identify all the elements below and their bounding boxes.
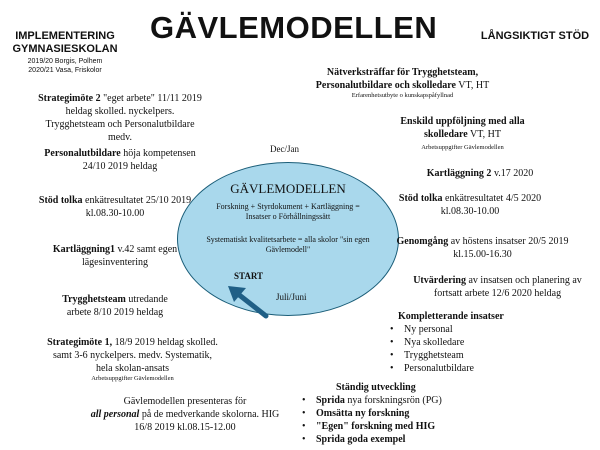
page-title: GÄVLEMODELLEN: [150, 10, 438, 45]
circle-title: GÄVLEMODELLEN: [230, 181, 346, 196]
strategy-meeting-1: [45, 336, 220, 383]
list-item: • Personalutbildare: [390, 362, 565, 375]
implementation-schools: [0, 57, 130, 75]
juli-juni-label: Juli/Juni: [276, 292, 307, 302]
list-item: • Nya skolledare: [390, 336, 565, 349]
strategy-meeting-1-note: Arbetsuppgifter Gävlemodellen: [91, 375, 174, 382]
network-meetings-note: Erfarenhetsutbyte o kunskapspåfyllnad: [351, 92, 454, 99]
strategy-meeting-1-title: Strategimöte 1,: [47, 337, 113, 348]
network-meetings-title: Nätverksträffar för Trygghetsteam, Personalutbildare och skolledare: [315, 67, 479, 91]
list-item: • Ny personal: [390, 323, 565, 336]
mapping-1-title: Kartläggning1: [52, 244, 116, 255]
mapping-1: [45, 243, 185, 269]
safety-team-text: utredande arbete 8/10 2019 heldag: [66, 294, 168, 318]
model-presentation-text: på de medverkande skolorna. HIG 16/8 2019 kl.08.15-12.00: [134, 409, 280, 433]
survey-support-1-title: Stöd tolka: [38, 195, 83, 206]
continuous-development-heading: Ständig utveckling: [336, 382, 416, 393]
circle-systematic: Systematiskt kvalitetsarbete = alla skolor "sin egen Gävlemodell": [206, 235, 370, 254]
strategy-meeting-2-title: Strategimöte 2: [38, 93, 101, 104]
staff-trainers: [40, 147, 200, 173]
survey-support-1: [35, 194, 195, 220]
strategy-meeting-1-text: 18/9 2019 heldag skolled. samt 3-6 nyckelpers. medv. Systematik, hela skolan-ansats: [52, 337, 218, 374]
staff-trainers-title: Personalutbildare: [44, 148, 121, 159]
continuous-development: [302, 381, 497, 446]
model-presentation-pre: Gävlemodellen presenteras för: [123, 396, 247, 407]
individual-follow-up-note: Arbetsuppgifter Gävlemodellen: [421, 144, 504, 151]
review: [395, 235, 570, 261]
list-item: • Sprida goda exempel: [302, 433, 497, 446]
survey-support-1-text: enkätresultatet 25/10 2019 kl.08.30-10.00: [82, 195, 192, 219]
review-text: av höstens insatser 20/5 2019 kl.15.00-16.30: [448, 236, 569, 260]
network-meetings: [300, 66, 505, 100]
model-presentation: [85, 395, 285, 434]
start-arrow-icon: [222, 280, 272, 320]
staff-trainers-text: höja kompetensen 24/10 2019 heldag: [82, 148, 196, 172]
continuous-development-list: [302, 394, 497, 446]
review-title: Genomgång: [396, 236, 449, 247]
complementary-efforts-list: [390, 323, 565, 375]
individual-follow-up-text: VT, HT: [467, 129, 501, 140]
complementary-efforts-heading: Kompletterande insatser: [398, 311, 504, 322]
safety-team-title: Trygghetsteam: [62, 294, 126, 305]
survey-support-2-text: enkätresultatet 4/5 2020 kl.08.30-10.00: [440, 193, 542, 217]
individual-follow-up-title: Enskild uppföljning med alla skolledare: [400, 116, 525, 140]
mapping-1-text: v.42 samt egen lägesinventering: [81, 244, 178, 268]
mapping-2-title: Kartläggning 2: [426, 168, 492, 179]
mapping-2: [410, 167, 550, 180]
implementation-schools-1: 2019/20 Borgis, Polhem: [27, 58, 103, 65]
implementation-line2: GYMNASIESKOLAN: [12, 43, 118, 55]
survey-support-2: [395, 192, 545, 218]
strategy-meeting-2-text: "eget arbete" 11/11 2019 heldag skolled. nyckelpers. Trygghetsteam och Personalutbildare medv.: [45, 93, 202, 143]
start-label: START: [234, 271, 264, 281]
circle-formula: Forskning + Styrdokument + Kartläggning = Insatser o Förhållningssätt: [216, 202, 360, 221]
list-item: • Trygghetsteam: [390, 349, 565, 362]
individual-follow-up: [385, 115, 540, 152]
complementary-efforts: [390, 310, 565, 375]
implementation-heading: [0, 30, 130, 56]
list-item: • "Egen" forskning med HIG: [302, 420, 497, 433]
list-item: • Sprida nya forskningsrön (PG): [302, 394, 497, 407]
evaluation: [400, 274, 595, 300]
strategy-meeting-2: [35, 92, 205, 144]
mapping-2-text: v.17 2020: [491, 168, 534, 179]
evaluation-text: av insatsen och planering av fortsatt arbete 12/6 2020 heldag: [433, 275, 582, 299]
network-meetings-text: VT, HT: [455, 80, 490, 91]
implementation-line1: IMPLEMENTERING: [15, 30, 115, 42]
survey-support-2-title: Stöd tolka: [398, 193, 443, 204]
list-item: • Omsätta ny forskning: [302, 407, 497, 420]
long-term-support-heading: LÅNGSIKTIGT STÖD: [480, 30, 590, 42]
dec-jan-label: Dec/Jan: [270, 144, 299, 154]
evaluation-title: Utvärdering: [413, 275, 466, 286]
implementation-schools-2: 2020/21 Vasa, Friskolor: [28, 67, 102, 74]
safety-team: [50, 293, 180, 319]
model-presentation-emphasis: all personal: [90, 409, 140, 420]
